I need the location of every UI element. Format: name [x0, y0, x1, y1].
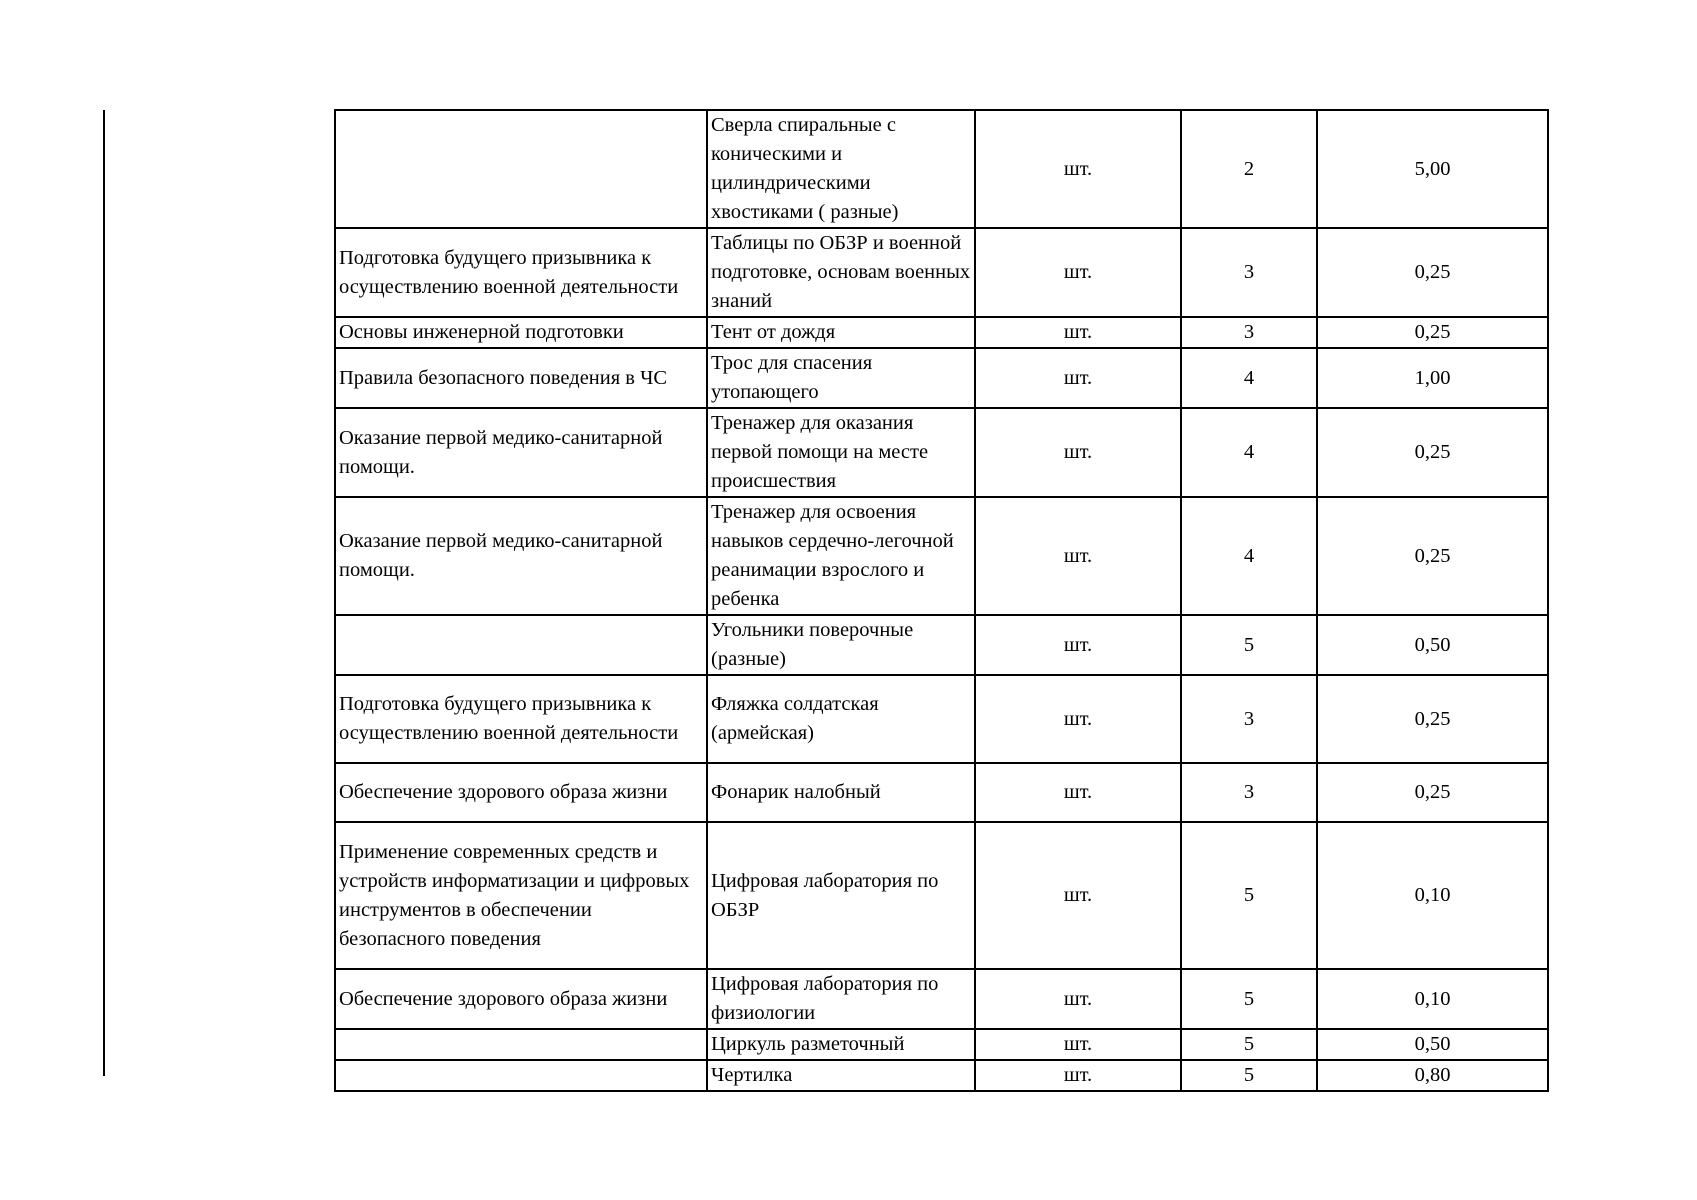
- page-margin-line: [103, 110, 105, 1076]
- table-row: [335, 822, 1548, 969]
- unit-cell: шт.: [975, 228, 1181, 317]
- unit-cell: шт.: [975, 408, 1181, 497]
- item-cell: Цифровая лаборатория по физиологии: [707, 969, 975, 1029]
- value-cell: 0,10: [1317, 969, 1548, 1029]
- section-cell: Правила безопасного поведения в ЧС: [335, 348, 707, 408]
- item-cell: Тент от дождя: [707, 317, 975, 348]
- unit-cell: шт.: [975, 675, 1181, 763]
- value-cell: 0,25: [1317, 763, 1548, 822]
- count-cell: 4: [1181, 408, 1317, 497]
- count-cell: 5: [1181, 615, 1317, 675]
- value-cell: 0,25: [1317, 228, 1548, 317]
- section-cell: [335, 110, 707, 228]
- value-cell: 0,10: [1317, 822, 1548, 969]
- unit-cell: шт.: [975, 969, 1181, 1029]
- table-row: [335, 615, 1548, 675]
- section-cell: Обеспечение здорового образа жизни: [335, 763, 707, 822]
- item-cell: Сверла спиральные с коническими и цилиндрическими хвостиками ( разные): [707, 110, 975, 228]
- section-cell: Оказание первой медико-санитарной помощи.: [335, 497, 707, 615]
- count-cell: 5: [1181, 822, 1317, 969]
- section-cell: Основы инженерной подготовки: [335, 317, 707, 348]
- value-cell: 0,25: [1317, 317, 1548, 348]
- table-row: [335, 1060, 1548, 1091]
- table-row: [335, 969, 1548, 1029]
- section-cell: Подготовка будущего призывника к осуществлению военной деятельности: [335, 675, 707, 763]
- section-cell: Применение современных средств и устройств информатизации и цифровых инструментов в обеспечении безопасного поведения: [335, 822, 707, 969]
- value-cell: 0,80: [1317, 1060, 1548, 1091]
- unit-cell: шт.: [975, 110, 1181, 228]
- table-row: [335, 348, 1548, 408]
- item-cell: Трос для спасения утопающего: [707, 348, 975, 408]
- count-cell: 5: [1181, 969, 1317, 1029]
- section-cell: [335, 615, 707, 675]
- count-cell: 3: [1181, 763, 1317, 822]
- value-cell: 0,25: [1317, 675, 1548, 763]
- table-row: [335, 228, 1548, 317]
- item-cell: Цифровая лаборатория по ОБЗР: [707, 822, 975, 969]
- value-cell: 0,25: [1317, 497, 1548, 615]
- unit-cell: шт.: [975, 822, 1181, 969]
- unit-cell: шт.: [975, 615, 1181, 675]
- table-row: [335, 1029, 1548, 1060]
- value-cell: 0,50: [1317, 615, 1548, 675]
- table-row: [335, 110, 1548, 228]
- table-row: [335, 408, 1548, 497]
- item-cell: Угольники поверочные (разные): [707, 615, 975, 675]
- unit-cell: шт.: [975, 763, 1181, 822]
- unit-cell: шт.: [975, 1060, 1181, 1091]
- item-cell: Тренажер для освоения навыков сердечно-легочной реанимации взрослого и ребенка: [707, 497, 975, 615]
- section-cell: [335, 1060, 707, 1091]
- count-cell: 3: [1181, 228, 1317, 317]
- count-cell: 4: [1181, 497, 1317, 615]
- count-cell: 4: [1181, 348, 1317, 408]
- item-cell: Фляжка солдатская (армейская): [707, 675, 975, 763]
- unit-cell: шт.: [975, 1029, 1181, 1060]
- value-cell: 0,25: [1317, 408, 1548, 497]
- count-cell: 3: [1181, 317, 1317, 348]
- item-cell: Циркуль разметочный: [707, 1029, 975, 1060]
- unit-cell: шт.: [975, 497, 1181, 615]
- count-cell: 2: [1181, 110, 1317, 228]
- unit-cell: шт.: [975, 348, 1181, 408]
- value-cell: 1,00: [1317, 348, 1548, 408]
- equipment-table: [334, 109, 1549, 1092]
- table-row: [335, 763, 1548, 822]
- section-cell: [335, 1029, 707, 1060]
- table-row: [335, 317, 1548, 348]
- count-cell: 3: [1181, 675, 1317, 763]
- table-row: [335, 497, 1548, 615]
- value-cell: 5,00: [1317, 110, 1548, 228]
- unit-cell: шт.: [975, 317, 1181, 348]
- count-cell: 5: [1181, 1029, 1317, 1060]
- section-cell: Оказание первой медико-санитарной помощи.: [335, 408, 707, 497]
- count-cell: 5: [1181, 1060, 1317, 1091]
- section-cell: Подготовка будущего призывника к осуществлению военной деятельности: [335, 228, 707, 317]
- item-cell: Таблицы по ОБЗР и военной подготовке, основам военных знаний: [707, 228, 975, 317]
- section-cell: Обеспечение здорового образа жизни: [335, 969, 707, 1029]
- table-row: [335, 675, 1548, 763]
- item-cell: Тренажер для оказания первой помощи на месте происшествия: [707, 408, 975, 497]
- value-cell: 0,50: [1317, 1029, 1548, 1060]
- item-cell: Чертилка: [707, 1060, 975, 1091]
- item-cell: Фонарик налобный: [707, 763, 975, 822]
